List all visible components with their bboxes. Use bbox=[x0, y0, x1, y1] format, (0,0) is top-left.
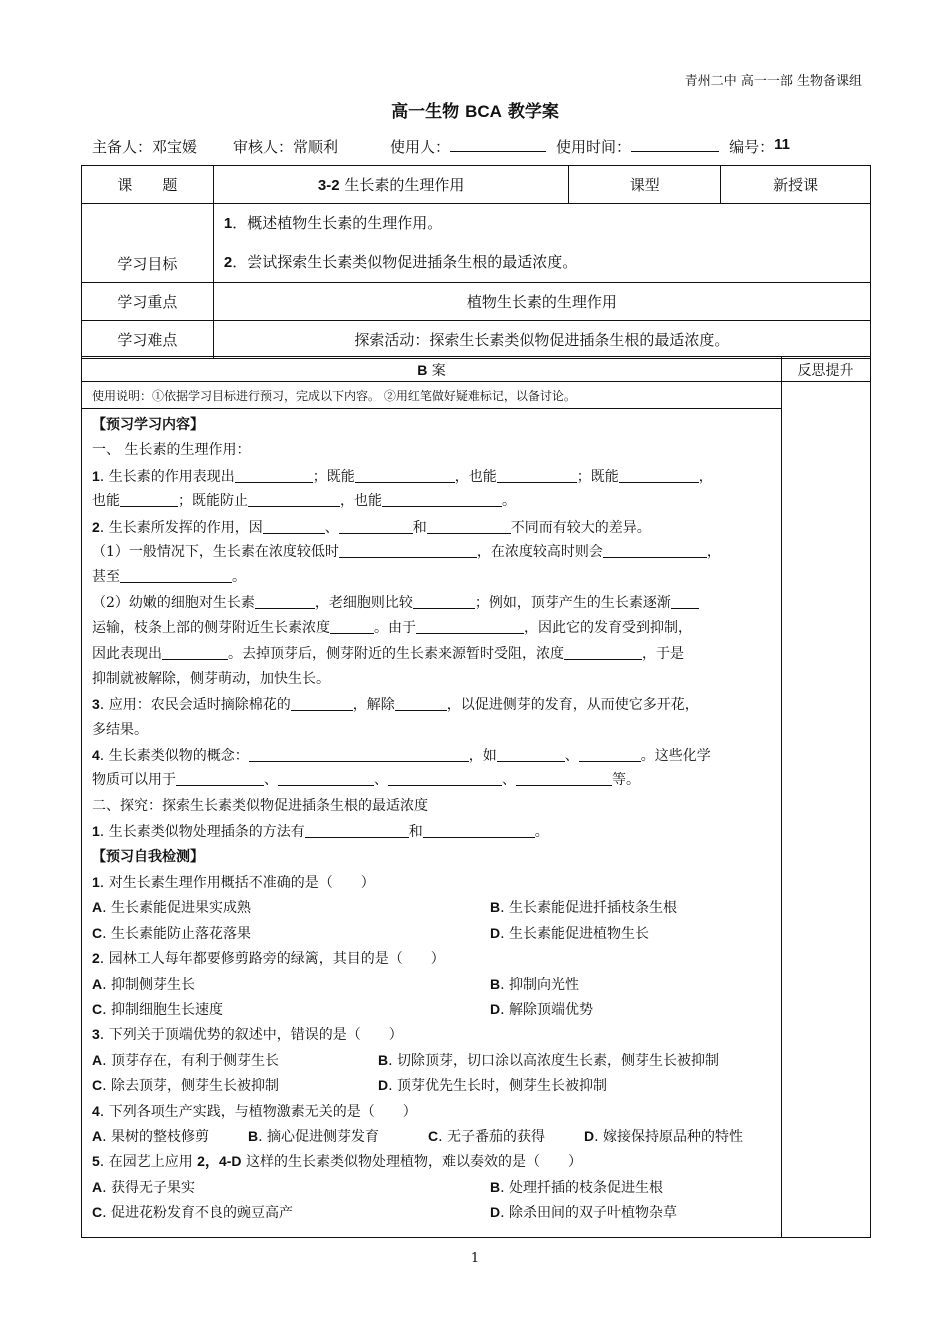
test-q1-options-cd bbox=[92, 921, 776, 946]
selftest-heading: 【预习自我检测】 bbox=[92, 848, 204, 865]
option-d[interactable]: D. 顶芽优先生长时，侧芽生长被抑制 bbox=[378, 1077, 608, 1095]
preview-q2-2-line2: 运输，枝条上部的侧芽附近生长素浓度 。由于 ，因此它的发育受到抑制， bbox=[92, 620, 692, 637]
test-q1: 1. 对生长素生理作用概括不准确的是（ ） bbox=[92, 874, 375, 892]
test-q1-options-ab bbox=[92, 895, 776, 920]
test-q5: 5. 在园艺上应用 2，4-D 这样的生长素类似物处理植物，难以奏效的是（ ） bbox=[92, 1153, 582, 1171]
preview-q3-line2: 多结果。 bbox=[92, 721, 148, 738]
reviewer: 审核人：常顺利 bbox=[233, 138, 339, 156]
preview-q2-1-line2: 甚至 。 bbox=[92, 569, 246, 586]
info-row bbox=[92, 136, 864, 157]
preview-heading: 【预习学习内容】 bbox=[92, 417, 204, 433]
type-value: 新授课 bbox=[721, 166, 871, 204]
preview-q1-line2: 也能 ；既能防止 ，也能 。 bbox=[92, 493, 516, 510]
user-field[interactable] bbox=[450, 136, 546, 152]
preview-q2-1-line1: （1）一般情况下，生长素在浓度较低时 ，在浓度较高时则会 ， bbox=[92, 543, 721, 560]
option-b[interactable]: B. 摘心促进侧芽发育 bbox=[248, 1127, 380, 1145]
test-q2-options-ab bbox=[92, 972, 776, 997]
b-case-header: B 案 bbox=[417, 362, 446, 379]
option-a[interactable]: A. 生长素能促进果实成熟 bbox=[92, 899, 252, 917]
section-1: 一、 生长素的生理作用： bbox=[92, 442, 251, 459]
test-q3-options-cd bbox=[92, 1073, 776, 1098]
test-q2-options-cd bbox=[92, 997, 776, 1022]
test-q3: 3. 下列关于顶端优势的叙述中，错误的是（ ） bbox=[92, 1026, 403, 1044]
option-a[interactable]: A. 顶芽存在，有利于侧芽生长 bbox=[92, 1051, 280, 1069]
option-a[interactable]: A. 获得无子果实 bbox=[92, 1178, 196, 1196]
option-b[interactable]: B. 切除顶芽，切口涂以高浓度生长素，侧芽生长被抑制 bbox=[378, 1051, 720, 1069]
reflect-header: 反思提升 bbox=[797, 363, 854, 379]
option-c[interactable]: C. 抑制细胞生长速度 bbox=[92, 1000, 224, 1018]
number-label: 编号： bbox=[729, 138, 775, 156]
document-title bbox=[0, 97, 950, 122]
time-label: 使用时间： bbox=[556, 138, 632, 156]
preview-q3-line1: 3. 应用：农民会适时摘除棉花的 ，解除 ，以促进侧芽的发育，从而使它多开花， bbox=[92, 696, 699, 714]
test-q5-options-cd bbox=[92, 1200, 776, 1225]
organization-label: 青州二中 高一一部 生物备课组 bbox=[684, 74, 862, 89]
test-q5-options-ab bbox=[92, 1175, 776, 1200]
option-c[interactable]: C. 无子番茄的获得 bbox=[428, 1127, 546, 1145]
title-bca: BCA bbox=[465, 102, 502, 121]
preview-q4-line1: 4. 生长素类似物的概念： ，如 、 。这些化学 bbox=[92, 747, 711, 765]
preview-q2-2-line3: 因此表现出 。去掉顶芽后，侧芽附近的生长素来源暂时受阻，浓度 ，于是 bbox=[92, 645, 684, 662]
time-field[interactable] bbox=[631, 136, 719, 152]
option-b[interactable]: B. 处理扦插的枝条促进生根 bbox=[490, 1178, 664, 1196]
page-number: 1 bbox=[470, 1251, 480, 1266]
explore-q1: 1. 生长素类似物处理插条的方法有 和 。 bbox=[92, 823, 549, 841]
option-a[interactable]: A. 果树的整枝修剪 bbox=[92, 1127, 210, 1145]
number-value: 11 bbox=[774, 136, 790, 153]
option-d[interactable]: D. 解除顶端优势 bbox=[490, 1000, 594, 1018]
type-label: 课型 bbox=[569, 166, 721, 204]
preview-q2-2-line4: 抑制就被解除，侧芽萌动，加快生长。 bbox=[92, 670, 330, 687]
goals bbox=[213, 204, 870, 283]
test-q2: 2. 园林工人每年都要修剪路旁的绿篱，其目的是（ ） bbox=[92, 950, 445, 968]
title-prefix: 高一生物 bbox=[391, 102, 466, 122]
difficulty-label: 学习难点 bbox=[82, 321, 214, 359]
goal-2: 2．尝试探索生长素类似物促进插条生根的最适浓度。 bbox=[223, 253, 578, 271]
course-title bbox=[213, 166, 569, 204]
title-suffix: 教学案 bbox=[501, 102, 559, 122]
usage-note: 使用说明：①依据学习目标进行预习，完成以下内容。 ②用红笔做好疑难标记，以备讨论。 bbox=[92, 389, 576, 403]
option-c[interactable]: C. 除去顶芽，侧芽生长被抑制 bbox=[92, 1077, 280, 1095]
test-q4-options bbox=[92, 1124, 776, 1149]
lesson-info-table bbox=[81, 165, 871, 359]
difficulty-value: 探索活动：探索生长素类似物促进插条生根的最适浓度。 bbox=[213, 321, 870, 359]
preview-q2-2-line1: （2）幼嫩的细胞对生长素 ，老细胞则比较 ；例如，顶芽产生的生长素逐渐 bbox=[92, 591, 776, 616]
course-label: 课 题 bbox=[82, 166, 214, 204]
b-case-section bbox=[81, 356, 871, 1238]
focus-label: 学习重点 bbox=[82, 283, 214, 321]
goal-1: 1．概述植物生长素的生理作用。 bbox=[223, 214, 443, 232]
preview-q1-line1: 1. 生长素的作用表现出 ；既能 ，也能 ；既能 ， bbox=[92, 467, 713, 485]
option-d[interactable]: D. 生长素能促进植物生长 bbox=[490, 924, 650, 942]
test-q4: 4. 下列各项生产实践，与植物激素无关的是（ ） bbox=[92, 1102, 417, 1120]
user-label: 使用人： bbox=[390, 138, 451, 156]
option-c[interactable]: C. 生长素能防止落花落果 bbox=[92, 924, 252, 942]
content-body bbox=[92, 413, 776, 1226]
preview-q4-line2: 物质可以用于 、 、 、 等。 bbox=[92, 772, 640, 789]
preparer: 主备人：邓宝媛 bbox=[92, 138, 198, 156]
goal-label: 学习目标 bbox=[82, 204, 214, 283]
course-code: 3-2 bbox=[317, 177, 340, 194]
option-b[interactable]: B. 生长素能促进扦插枝条生根 bbox=[490, 899, 678, 917]
course-name: 生长素的生理作用 bbox=[339, 176, 465, 194]
section-2: 二、探究：探索生长素类似物促进插条生根的最适浓度 bbox=[92, 797, 428, 814]
focus-value: 植物生长素的生理作用 bbox=[213, 283, 870, 321]
option-d[interactable]: D. 嫁接保持原品种的特性 bbox=[584, 1127, 744, 1145]
option-d[interactable]: D. 除杀田间的双子叶植物杂草 bbox=[490, 1204, 678, 1222]
option-b[interactable]: B. 抑制向光性 bbox=[490, 975, 580, 993]
option-c[interactable]: C. 促进花粉发育不良的豌豆高产 bbox=[92, 1204, 294, 1222]
option-a[interactable]: A. 抑制侧芽生长 bbox=[92, 975, 196, 993]
preview-q2: 2. 生长素所发挥的作用，因 、 和 不同而有较大的差异。 bbox=[92, 518, 651, 536]
test-q3-options-ab bbox=[92, 1048, 776, 1073]
